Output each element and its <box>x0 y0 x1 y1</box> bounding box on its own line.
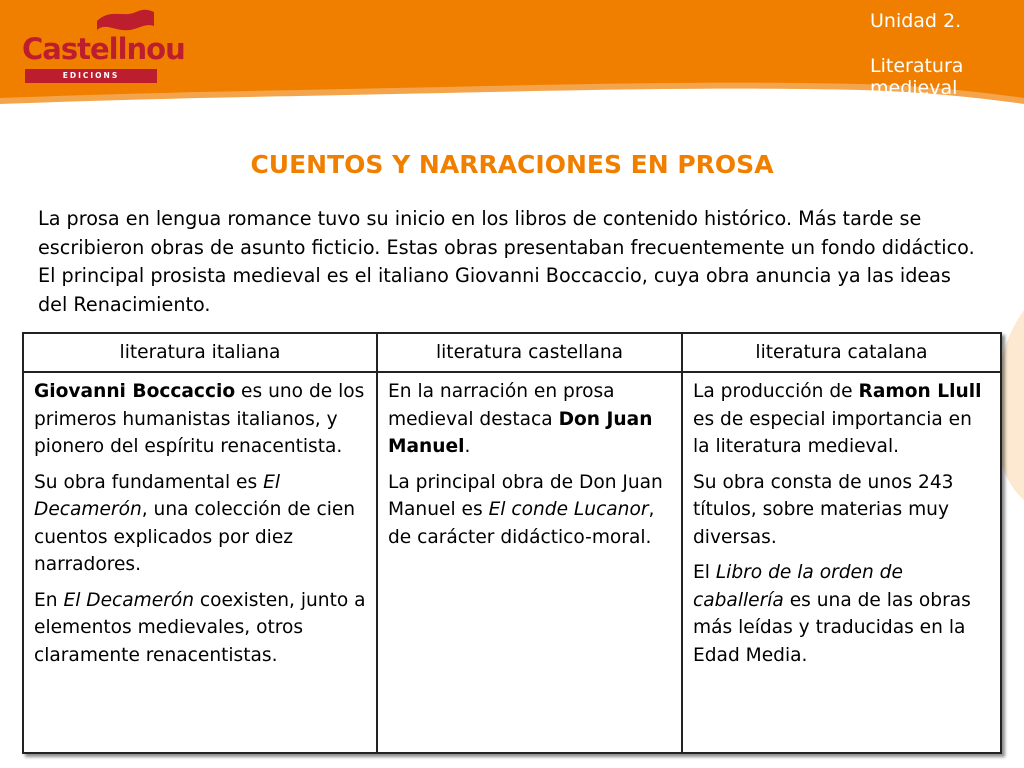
italic-title: Libro de la orden de caballería <box>693 562 903 611</box>
text-segment: , de carácter didáctico-moral. <box>388 499 655 548</box>
table-row <box>23 372 1001 753</box>
text-segment: . <box>464 436 471 457</box>
italic-title: El conde Lucanor <box>488 499 649 520</box>
cell-paragraph <box>693 469 990 552</box>
text-segment: En la narración en prosa medieval destaca <box>388 381 615 430</box>
bold-text: Giovanni Boccaccio <box>34 381 236 402</box>
header-castellana: literatura castellana <box>377 333 682 372</box>
page-title: CUENTOS Y NARRACIONES EN PROSA <box>250 150 774 179</box>
cell-paragraph <box>34 469 366 579</box>
cell-paragraph <box>388 378 671 461</box>
cell-paragraph <box>34 378 366 461</box>
text-segment: coexisten, junto a elementos medievales, otros claramente renacentistas. <box>34 589 366 666</box>
text-segment: El <box>693 562 716 583</box>
cell-castellana <box>377 372 682 753</box>
logo-wordmark: Castellnou <box>22 32 185 66</box>
cell-italiana <box>23 372 377 753</box>
cell-paragraph <box>34 587 366 670</box>
unit-label: Unidad 2. <box>870 10 962 32</box>
cell-paragraph <box>693 378 990 461</box>
castellnou-logo <box>22 8 185 80</box>
text-segment: es uno de los primeros humanistas italianos, y pionero del espíritu renacentista. <box>34 381 365 457</box>
cell-paragraph <box>388 469 671 552</box>
text-segment: Su obra fundamental es <box>34 471 264 493</box>
cell-catalana <box>682 372 1001 753</box>
header-catalana: literatura catalana <box>682 333 1001 372</box>
bold-text: Don Juan Manuel <box>388 408 653 457</box>
header-italiana: literatura italiana <box>23 333 377 372</box>
text-segment: Su obra consta de unos 243 títulos, sobre materias muy diversas. <box>693 471 954 548</box>
table-header-row <box>23 333 1001 372</box>
text-segment: La principal obra de Don Juan Manuel es <box>388 471 663 520</box>
comparison-table <box>22 332 1002 754</box>
subject-label: Literatura medieval <box>870 55 964 99</box>
text-segment: La producción de <box>693 381 859 402</box>
bold-text: Ramon Llull <box>858 381 982 402</box>
text-segment: es una de las obras más leídas y traducidas en la Edad Media. <box>693 589 971 666</box>
logo-subtitle: EDICIONS <box>25 69 157 83</box>
text-segment: , una colección de cien cuentos explicados por diez narradores. <box>34 499 356 575</box>
italic-title: El Decamerón <box>63 589 195 611</box>
text-segment: es de especial importancia en la literatura medieval. <box>693 408 972 457</box>
cell-paragraph <box>693 559 990 669</box>
text-segment: En <box>34 589 64 611</box>
italic-title: El Decamerón <box>34 471 280 520</box>
intro-paragraph: La prosa en lengua romance tuvo su inicio en los libros de contenido histórico. Más tarde se escribieron obras de asunto ficticio. Estas obras presentaban frecuentemente un fondo didáctico. El principal prosista medieval es el italiano Giovanni Boccaccio, cuya obra anuncia ya las ideas del Renacimiento. <box>38 207 975 316</box>
